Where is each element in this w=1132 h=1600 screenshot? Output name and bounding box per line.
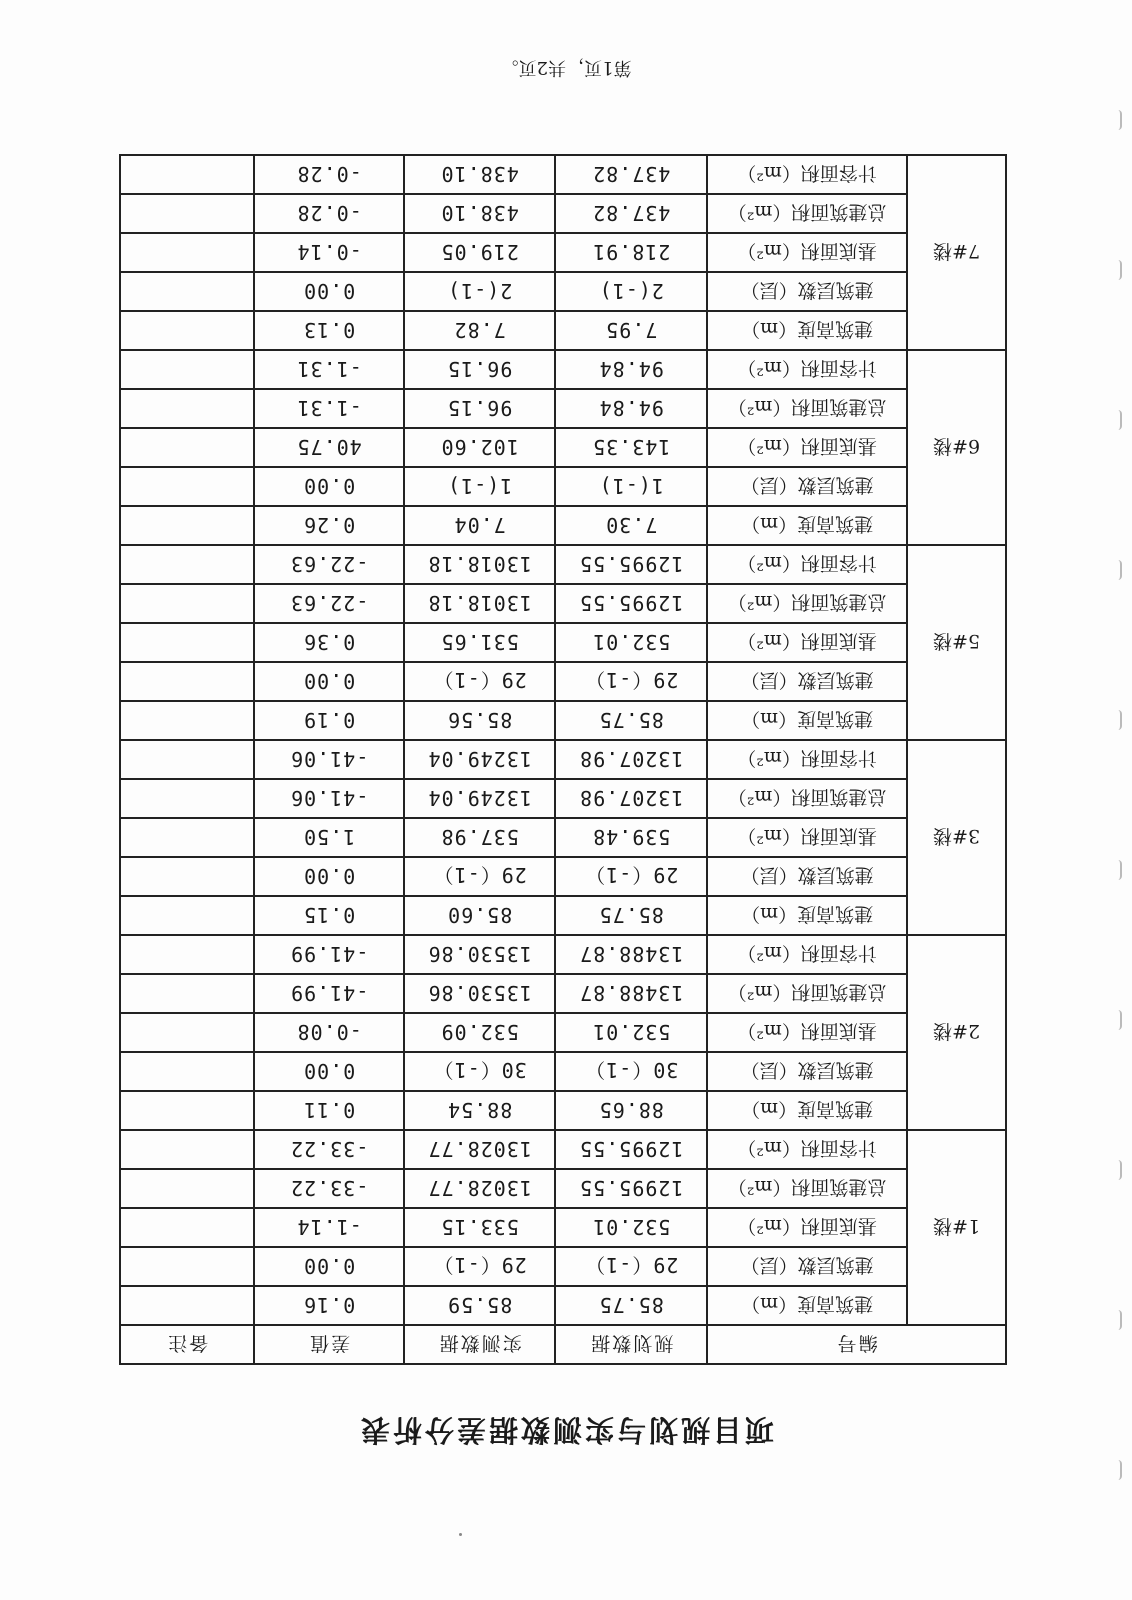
remark-cell	[120, 818, 254, 857]
item-label-cell: 建筑高度（m）	[707, 506, 907, 545]
remark-cell	[120, 1247, 254, 1286]
difference-value-cell: -22.63	[254, 584, 403, 623]
remark-cell	[120, 1169, 254, 1208]
table-row	[120, 1169, 1006, 1208]
measured-value-cell: 30（-1）	[404, 1052, 556, 1091]
remark-cell	[120, 194, 254, 233]
table-row	[120, 1208, 1006, 1247]
header-id: 编号	[707, 1325, 1006, 1364]
item-label-cell: 总建筑面积（m²）	[707, 1169, 907, 1208]
difference-value-cell: -33.22	[254, 1169, 403, 1208]
difference-value-cell: -41.06	[254, 740, 403, 779]
item-label-cell: 基底面积（m²）	[707, 1013, 907, 1052]
measured-value-cell: 88.54	[404, 1091, 556, 1130]
remark-cell	[120, 1208, 254, 1247]
measured-value-cell: 13018.18	[404, 584, 556, 623]
item-label-cell: 基底面积（m²）	[707, 818, 907, 857]
table-row	[120, 1013, 1006, 1052]
item-label-cell: 总建筑面积（m²）	[707, 194, 907, 233]
remark-cell	[120, 233, 254, 272]
difference-value-cell: 0.36	[254, 623, 403, 662]
item-label-cell: 计容面积（m²）	[707, 155, 907, 194]
building-name-cell: 6#楼	[907, 350, 1006, 545]
planned-value-cell: 29（-1）	[556, 1247, 708, 1286]
measured-value-cell: 13028.77	[404, 1130, 556, 1169]
remark-cell	[120, 272, 254, 311]
difference-value-cell: -0.28	[254, 194, 403, 233]
planned-value-cell: 12995.55	[556, 545, 708, 584]
remark-cell	[120, 1052, 254, 1091]
difference-value-cell: -1.31	[254, 389, 403, 428]
planned-value-cell: 1(-1)	[556, 467, 708, 506]
remark-cell	[120, 662, 254, 701]
item-label-cell: 建筑高度（m）	[707, 701, 907, 740]
remark-cell	[120, 155, 254, 194]
header-difference: 差值	[254, 1325, 403, 1364]
measured-value-cell: 7.82	[404, 311, 556, 350]
measured-value-cell: 29（-1）	[404, 662, 556, 701]
document-title: 项目规划与实测数据差分析表	[358, 1413, 775, 1447]
remark-cell	[120, 701, 254, 740]
difference-value-cell: 0.00	[254, 272, 403, 311]
planned-value-cell: 13488.87	[556, 935, 708, 974]
building-name-cell: 3#楼	[907, 740, 1006, 935]
planned-value-cell: 12995.55	[556, 584, 708, 623]
remark-cell	[120, 740, 254, 779]
table-row	[120, 857, 1006, 896]
difference-value-cell: -0.28	[254, 155, 403, 194]
remark-cell	[120, 935, 254, 974]
remark-cell	[120, 1130, 254, 1169]
item-label-cell: 建筑层数（层）	[707, 1247, 907, 1286]
difference-value-cell: 0.00	[254, 467, 403, 506]
planned-value-cell: 12995.55	[556, 1130, 708, 1169]
table-row	[120, 701, 1006, 740]
header-measured: 实测数据	[404, 1325, 556, 1364]
remark-cell	[120, 1286, 254, 1325]
difference-value-cell: 0.26	[254, 506, 403, 545]
difference-value-cell: 0.11	[254, 1091, 403, 1130]
measured-value-cell: 13018.18	[404, 545, 556, 584]
item-label-cell: 建筑高度（m）	[707, 1286, 907, 1325]
item-label-cell: 建筑高度（m）	[707, 311, 907, 350]
remark-cell	[120, 506, 254, 545]
table-row	[120, 467, 1006, 506]
planned-value-cell: 13488.87	[556, 974, 708, 1013]
table-row	[120, 1091, 1006, 1130]
remark-cell	[120, 779, 254, 818]
table-row	[120, 389, 1006, 428]
measured-value-cell: 1(-1)	[404, 467, 556, 506]
item-label-cell: 建筑层数（层）	[707, 1052, 907, 1091]
table-row	[120, 233, 1006, 272]
remark-cell	[120, 389, 254, 428]
measured-value-cell: 531.65	[404, 623, 556, 662]
planned-value-cell: 94.84	[556, 389, 708, 428]
building-name-cell: 2#楼	[907, 935, 1006, 1130]
difference-value-cell: 0.19	[254, 701, 403, 740]
planned-value-cell: 7.30	[556, 506, 708, 545]
table-row	[120, 350, 1006, 389]
planned-value-cell: 85.75	[556, 1286, 708, 1325]
measured-value-cell: 438.10	[404, 194, 556, 233]
table-row	[120, 1052, 1006, 1091]
table-row	[120, 272, 1006, 311]
measured-value-cell: 438.10	[404, 155, 556, 194]
item-label-cell: 基底面积（m²）	[707, 233, 907, 272]
item-label-cell: 计容面积（m²）	[707, 1130, 907, 1169]
planned-value-cell: 88.65	[556, 1091, 708, 1130]
planned-value-cell: 532.01	[556, 1013, 708, 1052]
planned-value-cell: 218.91	[556, 233, 708, 272]
difference-value-cell: 0.00	[254, 857, 403, 896]
difference-value-cell: 0.15	[254, 896, 403, 935]
scan-speck	[459, 1533, 462, 1536]
item-label-cell: 基底面积（m²）	[707, 428, 907, 467]
table-body	[120, 155, 1006, 1325]
header-planned: 规划数据	[556, 1325, 708, 1364]
planned-value-cell: 29（-1）	[556, 662, 708, 701]
remark-cell	[120, 896, 254, 935]
analysis-table	[119, 154, 1007, 1365]
binding-mark	[1111, 110, 1122, 130]
item-label-cell: 建筑高度（m）	[707, 1091, 907, 1130]
table-row	[120, 779, 1006, 818]
table-row	[120, 740, 1006, 779]
difference-value-cell: 40.75	[254, 428, 403, 467]
item-label-cell: 计容面积（m²）	[707, 740, 907, 779]
binding-mark	[1111, 410, 1122, 430]
planned-value-cell: 437.82	[556, 194, 708, 233]
measured-value-cell: 85.59	[404, 1286, 556, 1325]
measured-value-cell: 96.15	[404, 389, 556, 428]
building-name-cell: 5#楼	[907, 545, 1006, 740]
table-row	[120, 155, 1006, 194]
planned-value-cell: 94.84	[556, 350, 708, 389]
remark-cell	[120, 1091, 254, 1130]
difference-value-cell: -0.14	[254, 233, 403, 272]
measured-value-cell: 85.60	[404, 896, 556, 935]
item-label-cell: 建筑层数（层）	[707, 272, 907, 311]
planned-value-cell: 532.01	[556, 1208, 708, 1247]
remark-cell	[120, 467, 254, 506]
binding-mark	[1111, 1460, 1122, 1480]
measured-value-cell: 2(-1)	[404, 272, 556, 311]
item-label-cell: 计容面积（m²）	[707, 350, 907, 389]
planned-value-cell: 30（-1）	[556, 1052, 708, 1091]
remark-cell	[120, 623, 254, 662]
table-row	[120, 194, 1006, 233]
item-label-cell: 总建筑面积（m²）	[707, 389, 907, 428]
difference-value-cell: 0.00	[254, 662, 403, 701]
binding-mark	[1111, 1160, 1122, 1180]
item-label-cell: 建筑高度（m）	[707, 896, 907, 935]
item-label-cell: 基底面积（m²）	[707, 1208, 907, 1247]
difference-value-cell: -0.08	[254, 1013, 403, 1052]
binding-mark	[1111, 1310, 1122, 1330]
binding-mark	[1111, 560, 1122, 580]
table-header-row	[120, 1325, 1006, 1364]
item-label-cell: 总建筑面积（m²）	[707, 584, 907, 623]
planned-value-cell: 7.95	[556, 311, 708, 350]
difference-value-cell: 1.50	[254, 818, 403, 857]
planned-value-cell: 85.75	[556, 896, 708, 935]
remark-cell	[120, 1013, 254, 1052]
remark-cell	[120, 311, 254, 350]
planned-value-cell: 85.75	[556, 701, 708, 740]
item-label-cell: 基底面积（m²）	[707, 623, 907, 662]
measured-value-cell: 13530.86	[404, 974, 556, 1013]
table-row	[120, 506, 1006, 545]
building-name-cell: 7#楼	[907, 155, 1006, 350]
table-row	[120, 1286, 1006, 1325]
item-label-cell: 建筑层数（层）	[707, 467, 907, 506]
item-label-cell: 建筑层数（层）	[707, 857, 907, 896]
item-label-cell: 总建筑面积（m²）	[707, 779, 907, 818]
item-label-cell: 计容面积（m²）	[707, 935, 907, 974]
measured-value-cell: 7.04	[404, 506, 556, 545]
measured-value-cell: 29（-1）	[404, 1247, 556, 1286]
item-label-cell: 总建筑面积（m²）	[707, 974, 907, 1013]
remark-cell	[120, 584, 254, 623]
planned-value-cell: 532.01	[556, 623, 708, 662]
measured-value-cell: 85.56	[404, 701, 556, 740]
table-row	[120, 974, 1006, 1013]
table-row	[120, 662, 1006, 701]
measured-value-cell: 219.05	[404, 233, 556, 272]
difference-value-cell: 0.13	[254, 311, 403, 350]
binding-mark	[1111, 260, 1122, 280]
remark-cell	[120, 428, 254, 467]
table-row	[120, 1130, 1006, 1169]
measured-value-cell: 13530.86	[404, 935, 556, 974]
difference-value-cell: 0.16	[254, 1286, 403, 1325]
item-label-cell: 建筑层数（层）	[707, 662, 907, 701]
table-row	[120, 896, 1006, 935]
table-row	[120, 545, 1006, 584]
binding-mark	[1111, 1010, 1122, 1030]
planned-value-cell: 143.35	[556, 428, 708, 467]
table-row	[120, 1247, 1006, 1286]
planned-value-cell: 13207.98	[556, 740, 708, 779]
difference-value-cell: -22.63	[254, 545, 403, 584]
remark-cell	[120, 350, 254, 389]
planned-value-cell: 13207.98	[556, 779, 708, 818]
measured-value-cell: 13028.77	[404, 1169, 556, 1208]
measured-value-cell: 533.15	[404, 1208, 556, 1247]
remark-cell	[120, 545, 254, 584]
difference-value-cell: 0.00	[254, 1247, 403, 1286]
binding-mark	[1111, 860, 1122, 880]
binding-mark	[1111, 710, 1122, 730]
page-footer: 第1页，共2页。	[500, 57, 632, 78]
remark-cell	[120, 857, 254, 896]
difference-value-cell: -41.99	[254, 974, 403, 1013]
measured-value-cell: 13249.04	[404, 740, 556, 779]
measured-value-cell: 537.98	[404, 818, 556, 857]
measured-value-cell: 102.60	[404, 428, 556, 467]
table-row	[120, 311, 1006, 350]
measured-value-cell: 532.09	[404, 1013, 556, 1052]
measured-value-cell: 13249.04	[404, 779, 556, 818]
planned-value-cell: 12995.55	[556, 1169, 708, 1208]
table-row	[120, 428, 1006, 467]
difference-value-cell: 0.00	[254, 1052, 403, 1091]
table-row	[120, 935, 1006, 974]
planned-value-cell: 437.82	[556, 155, 708, 194]
planned-value-cell: 539.48	[556, 818, 708, 857]
difference-value-cell: -41.06	[254, 779, 403, 818]
planned-value-cell: 29（-1）	[556, 857, 708, 896]
building-name-cell: 1#楼	[907, 1130, 1006, 1325]
remark-cell	[120, 974, 254, 1013]
difference-value-cell: -1.31	[254, 350, 403, 389]
table-row	[120, 818, 1006, 857]
header-remarks: 备注	[120, 1325, 254, 1364]
planned-value-cell: 2(-1)	[556, 272, 708, 311]
table-row	[120, 623, 1006, 662]
measured-value-cell: 96.15	[404, 350, 556, 389]
difference-value-cell: -41.99	[254, 935, 403, 974]
item-label-cell: 计容面积（m²）	[707, 545, 907, 584]
measured-value-cell: 29（-1）	[404, 857, 556, 896]
table-row	[120, 584, 1006, 623]
difference-value-cell: -1.14	[254, 1208, 403, 1247]
difference-value-cell: -33.22	[254, 1130, 403, 1169]
